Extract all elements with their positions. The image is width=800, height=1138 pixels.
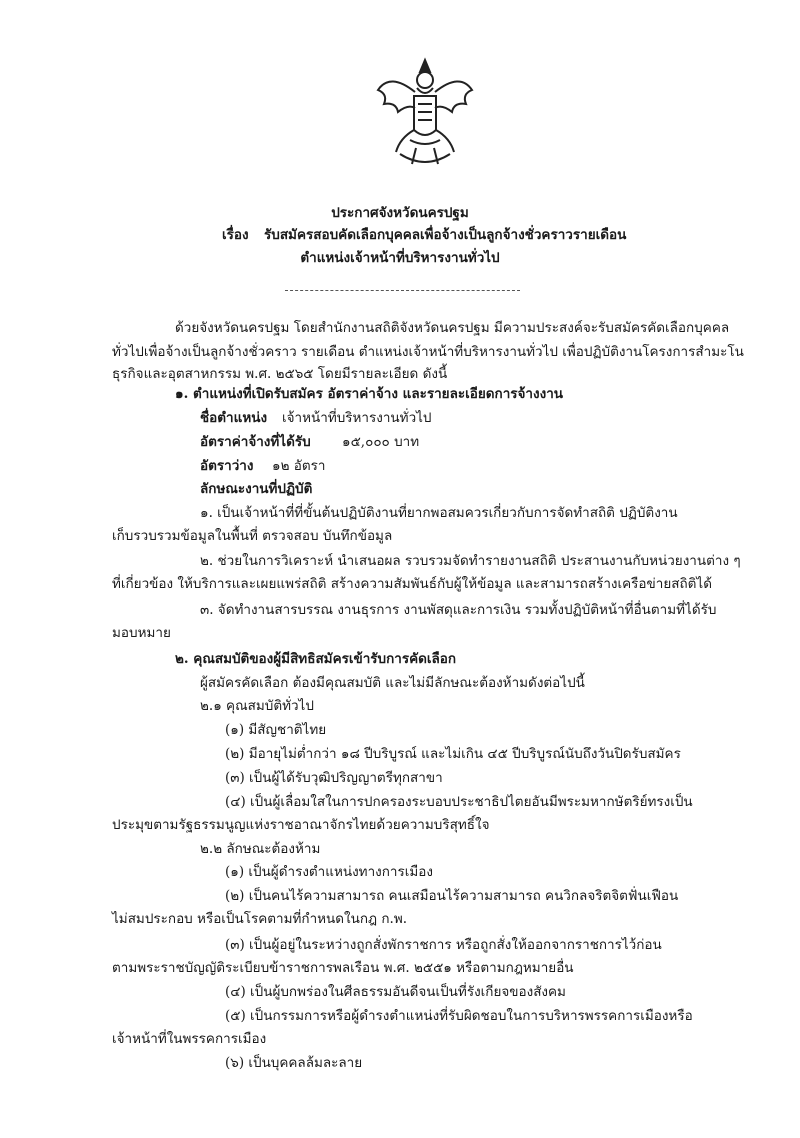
position-label: ชื่อตำแหน่ง bbox=[200, 410, 268, 426]
general-qualifications-heading: ๒.๑ คุณสมบัติทั่วไป bbox=[200, 698, 314, 714]
separator-line bbox=[285, 290, 520, 291]
wage-value: ๑๕,๐๐๐ บาท bbox=[342, 434, 420, 450]
prohibited-item-3-line-1: (๓) เป็นผู้อยู่ในระหว่างถูกสั่งพักราชการ หรือถูกสั่งให้ออกจากราชการไว้ก่อน bbox=[225, 937, 662, 953]
prohibited-item-3-line-2: ตามพระราชบัญญัติระเบียบข้าราชการพลเรือน พ.ศ. ๒๕๕๑ หรือตามกฎหมายอื่น bbox=[112, 960, 574, 976]
section1-heading: ๑. ตำแหน่งที่เปิดรับสมัคร อัตราค่าจ้าง และรายละเอียดการจ้างงาน bbox=[175, 386, 564, 402]
duty-2-line-2: ที่เกี่ยวข้อง ให้บริการและเผยแพร่สถิติ สร้างความสัมพันธ์กับผู้ให้ข้อมูล และสามารถสร้างเครือข่ายสถิติได้ bbox=[112, 576, 712, 592]
prohibited-item-1: (๑) เป็นผู้ดำรงตำแหน่งทางการเมือง bbox=[225, 864, 433, 880]
intro-line-1: ด้วยจังหวัดนครปฐม โดยสำนักงานสถิติจังหวัดนครปฐม มีความประสงค์จะรับสมัครคัดเลือกบุคคล bbox=[175, 320, 730, 336]
vacancy-label: อัตราว่าง bbox=[200, 458, 254, 474]
section2-heading: ๒. คุณสมบัติของผู้มีสิทธิสมัครเข้ารับการคัดเลือก bbox=[175, 651, 457, 667]
general-item-4-line-2: ประมุขตามรัฐธรรมนูญแห่งราชอาณาจักรไทยด้วยความบริสุทธิ์ใจ bbox=[112, 817, 490, 833]
prohibited-item-2-line-2: ไม่สมประกอบ หรือเป็นโรคตามที่กำหนดในกฎ ก.พ. bbox=[112, 911, 408, 927]
prohibited-item-2-line-1: (๒) เป็นคนไร้ความสามารถ คนเสมือนไร้ความสามารถ คนวิกลจริตจิตฟั่นเฟือน bbox=[225, 888, 679, 904]
duty-2-line-1: ๒. ช่วยในการวิเคราะห์ นำเสนอผล รวบรวมจัดทำรายงานสถิติ ประสานงานกับหน่วยงานต่าง ๆ bbox=[200, 553, 741, 569]
duty-1-line-2: เก็บรวบรวมข้อมูลในพื้นที่ ตรวจสอบ บันทึกข้อมูล bbox=[112, 528, 393, 544]
intro-line-2: ทั่วไปเพื่อจ้างเป็นลูกจ้างชั่วคราว รายเดือน ตำแหน่งเจ้าหน้าที่บริหารงานทั่วไป เพื่อปฏิบัติงานโครงการสำมะโน bbox=[112, 344, 744, 360]
position-title: ตำแหน่งเจ้าหน้าที่บริหารงานทั่วไป bbox=[300, 250, 500, 266]
wage-label: อัตราค่าจ้างที่ได้รับ bbox=[200, 434, 311, 450]
general-item-1: (๑) มีสัญชาติไทย bbox=[225, 722, 327, 738]
prohibited-item-6: (๖) เป็นบุคคลล้มละลาย bbox=[225, 1055, 363, 1071]
position-value: เจ้าหน้าที่บริหารงานทั่วไป bbox=[282, 410, 432, 426]
section2-intro: ผู้สมัครคัดเลือก ต้องมีคุณสมบัติ และไม่มีลักษณะต้องห้ามดังต่อไปนี้ bbox=[200, 675, 585, 691]
prohibited-item-5-line-2: เจ้าหน้าที่ในพรรคการเมือง bbox=[112, 1031, 267, 1047]
general-item-3: (๓) เป็นผู้ได้รับวุฒิปริญญาตรีทุกสาขา bbox=[225, 770, 443, 786]
vacancy-value: ๑๒ อัตรา bbox=[272, 458, 326, 474]
prohibited-heading: ๒.๒ ลักษณะต้องห้าม bbox=[200, 841, 321, 857]
duty-3-line-1: ๓. จัดทำงานสารบรรณ งานธุรการ งานพัสดุและการเงิน รวมทั้งปฏิบัติหน้าที่อื่นตามที่ได้รับ bbox=[200, 602, 717, 618]
announcement-title: ประกาศจังหวัดนครปฐม bbox=[331, 205, 469, 221]
duties-label: ลักษณะงานที่ปฏิบัติ bbox=[200, 481, 313, 497]
duty-3-line-2: มอบหมาย bbox=[112, 625, 171, 641]
garuda-emblem-icon bbox=[370, 52, 480, 172]
prohibited-item-4: (๔) เป็นผู้บกพร่องในศีลธรรมอันดีจนเป็นที่รังเกียจของสังคม bbox=[225, 984, 566, 1000]
general-item-4-line-1: (๔) เป็นผู้เลื่อมใสในการปกครองระบอบประชาธิปไตยอันมีพระมหากษัตริย์ทรงเป็น bbox=[225, 794, 693, 810]
duty-1-line-1: ๑. เป็นเจ้าหน้าที่ที่ขั้นต้นปฏิบัติงานที่ยากพอสมควรเกี่ยวกับการจัดทำสถิติ ปฏิบัติงาน bbox=[200, 505, 678, 521]
subject-label: เรื่อง bbox=[222, 227, 249, 243]
subject-text: รับสมัครสอบคัดเลือกบุคคลเพื่อจ้างเป็นลูกจ้างชั่วคราวรายเดือน bbox=[264, 227, 627, 243]
intro-line-3: ธุรกิจและอุตสาหกรรม พ.ศ. ๒๕๖๕ โดยมีรายละเอียด ดังนี้ bbox=[112, 366, 448, 382]
prohibited-item-5-line-1: (๕) เป็นกรรมการหรือผู้ดำรงตำแหน่งที่รับผิดชอบในการบริหารพรรคการเมืองหรือ bbox=[225, 1008, 693, 1024]
general-item-2: (๒) มีอายุไม่ต่ำกว่า ๑๘ ปีบริบูรณ์ และไม่เกิน ๔๕ ปีบริบูรณ์นับถึงวันปิดรับสมัคร bbox=[225, 746, 681, 762]
